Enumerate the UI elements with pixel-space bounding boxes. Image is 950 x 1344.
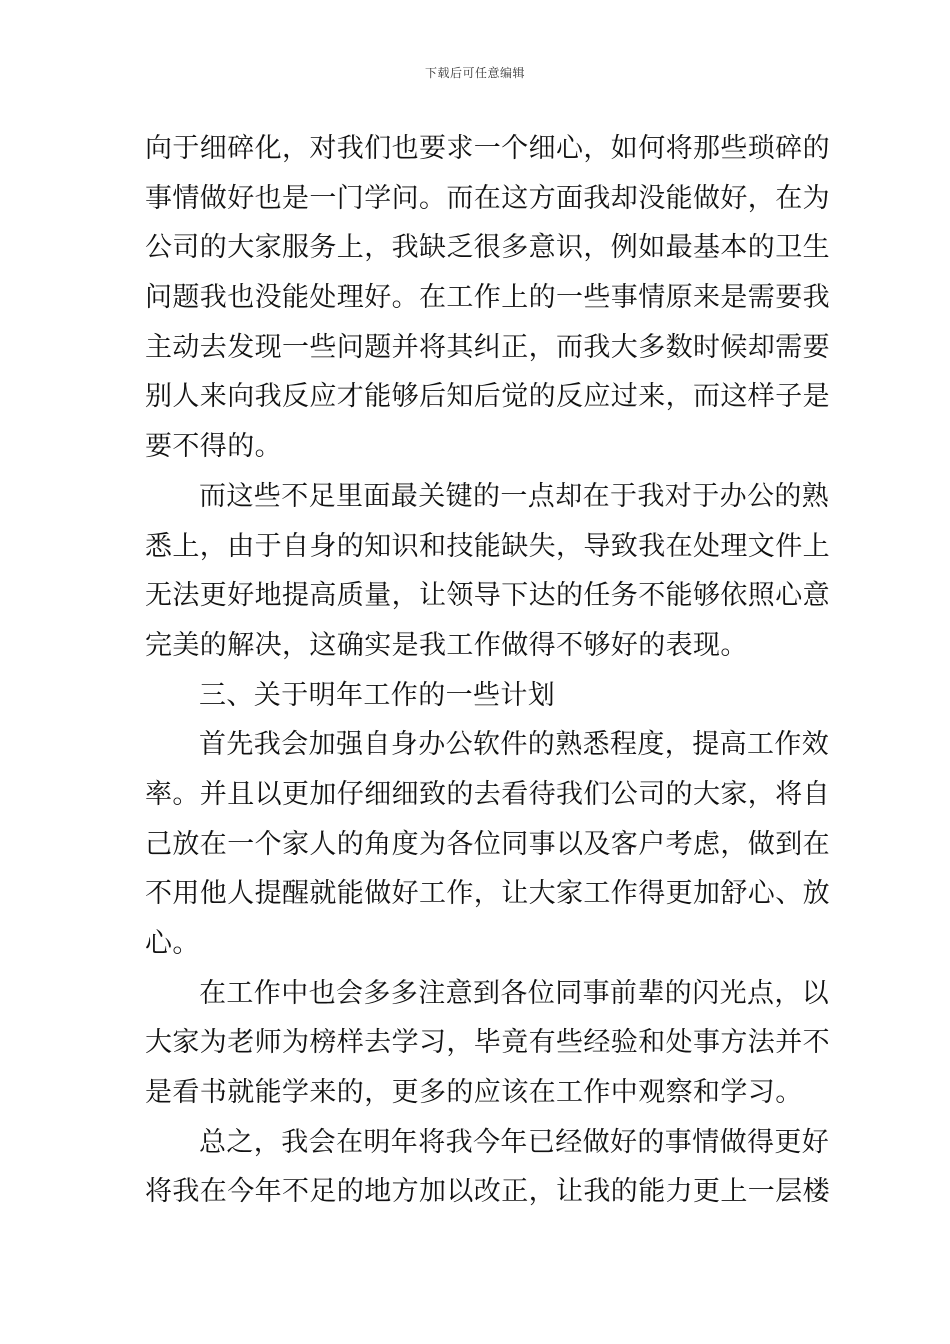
text-line: 悉上，由于自身的知识和技能缺失，导致我在处理文件上 — [145, 530, 830, 562]
text-line: 问题我也没能处理好。在工作上的一些事情原来是需要我 — [145, 282, 830, 314]
paragraph-first-line: 在工作中也会多多注意到各位同事前辈的闪光点，以 — [199, 977, 830, 1009]
text-line: 主动去发现一些问题并将其纠正，而我大多数时候却需要 — [145, 331, 830, 363]
text-line: 公司的大家服务上，我缺乏很多意识，例如最基本的卫生 — [145, 232, 830, 264]
text-line: 大家为老师为榜样去学习，毕竟有些经验和处事方法并不 — [145, 1027, 830, 1059]
document-body — [145, 124, 830, 1217]
text-line: 己放在一个家人的角度为各位同事以及客户考虑，做到在 — [145, 828, 830, 860]
text-line: 是看书就能学来的，更多的应该在工作中观察和学习。 — [145, 1077, 803, 1109]
text-line: 完美的解决，这确实是我工作做得不够好的表现。 — [145, 629, 748, 661]
text-line: 率。并且以更加仔细细致的去看待我们公司的大家，将自 — [145, 778, 830, 810]
text-line: 不用他人提醒就能做好工作，让大家工作得更加舒心、放 — [145, 878, 830, 910]
text-line: 向于细碎化，对我们也要求一个细心，如何将那些琐碎的 — [145, 133, 830, 164]
section-heading: 三、关于明年工作的一些计划 — [199, 679, 556, 711]
header-note: 下载后可任意编辑 — [424, 66, 525, 80]
paragraph-first-line: 而这些不足里面最关键的一点却在于我对于办公的熟 — [199, 480, 830, 512]
text-line: 将我在今年不足的地方加以改正，让我的能力更上一层楼 — [145, 1176, 830, 1208]
text-line: 别人来向我反应才能够后知后觉的反应过来，而这样子是 — [145, 381, 830, 413]
text-line: 事情做好也是一门学问。而在这方面我却没能做好，在为 — [145, 182, 830, 214]
paragraph-first-line: 首先我会加强自身办公软件的熟悉程度，提高工作效 — [199, 729, 830, 761]
text-line: 心。 — [145, 928, 200, 959]
text-line: 无法更好地提高质量，让领导下达的任务不能够依照心意 — [145, 580, 830, 612]
text-line: 要不得的。 — [145, 431, 282, 463]
paragraph-first-line: 总之，我会在明年将我今年已经做好的事情做得更好 — [199, 1126, 830, 1158]
